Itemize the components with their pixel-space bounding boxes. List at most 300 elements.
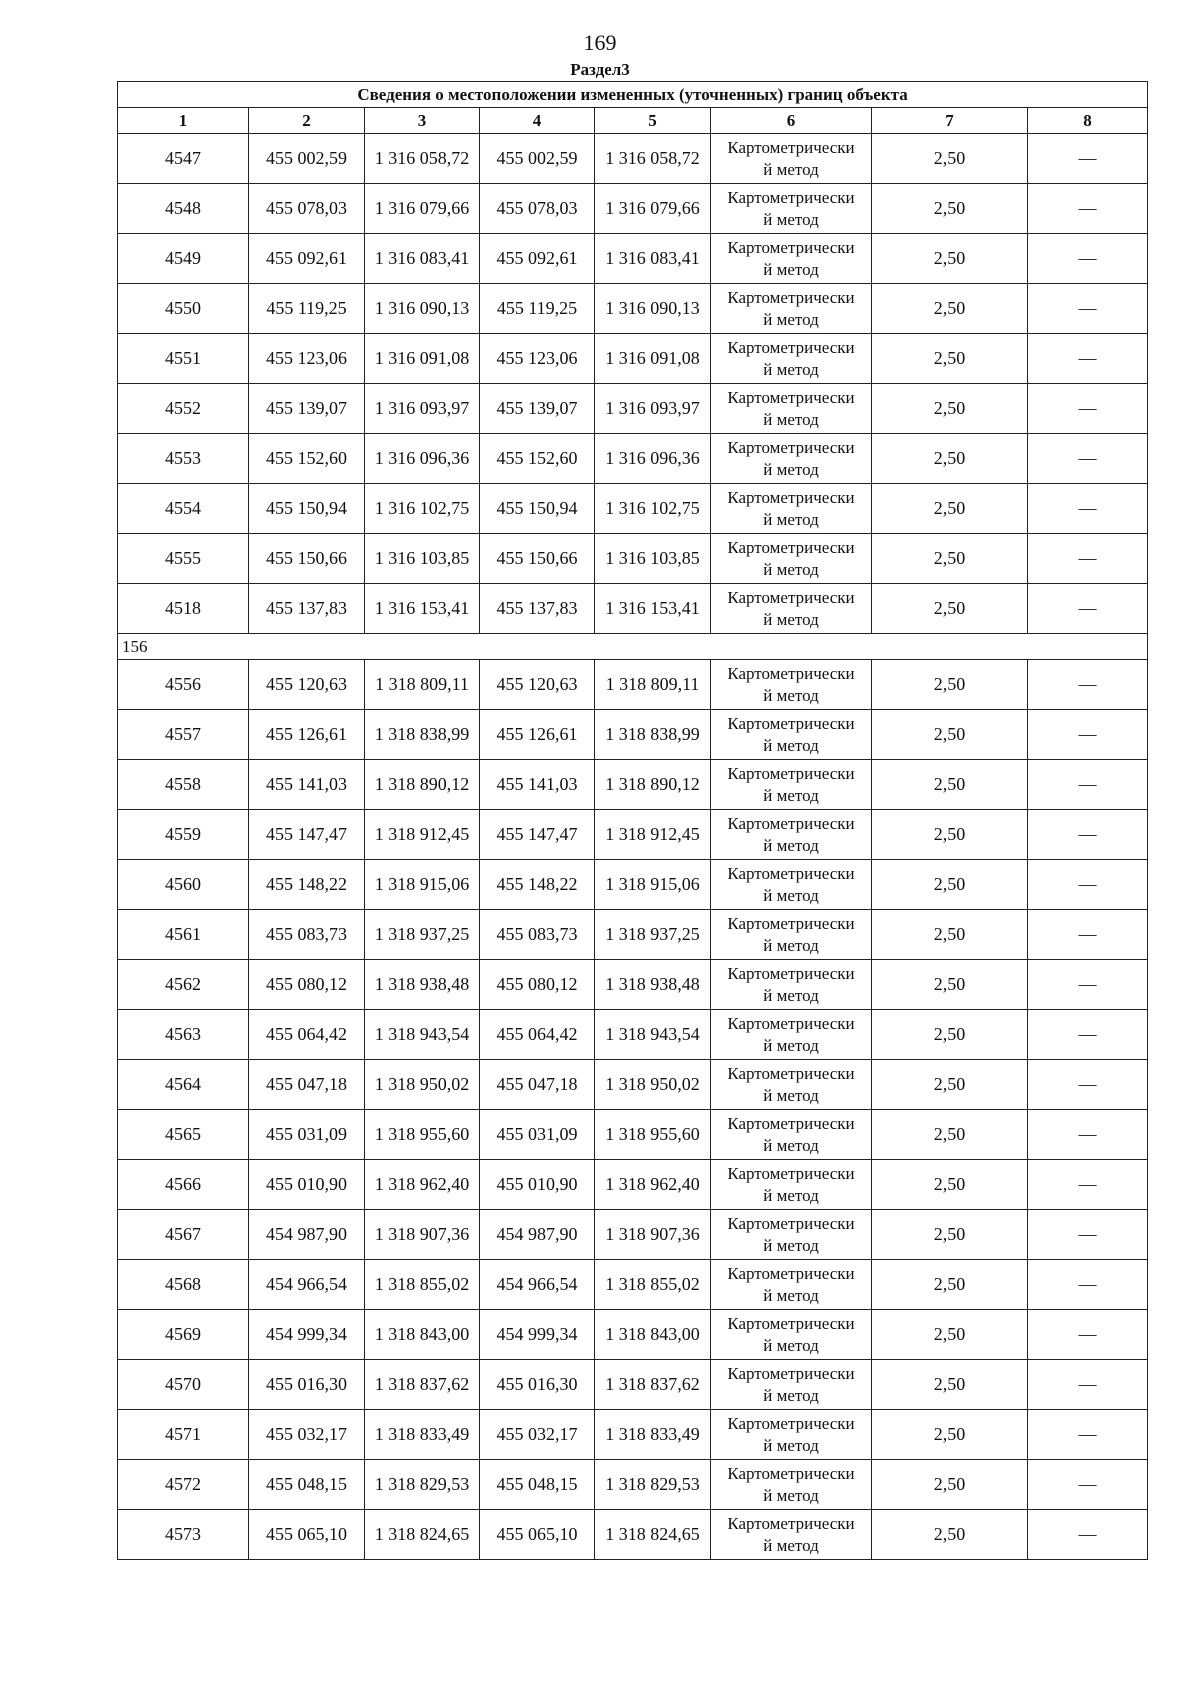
section-title: Раздел3: [570, 60, 630, 79]
method-cell: [711, 1460, 872, 1510]
method-cell: [711, 184, 872, 234]
table-cell-col3: 1 316 103,85: [365, 534, 480, 584]
method-cell: [711, 1010, 872, 1060]
table-cell-col4: 455 048,15: [480, 1460, 595, 1510]
table-cell-col5: 1 318 962,40: [595, 1160, 711, 1210]
table-row: [118, 810, 1148, 860]
table-cell-col8: —: [1028, 860, 1148, 910]
method-text-line1: Картометрически: [727, 1113, 855, 1133]
table-cell-col2: 455 120,63: [249, 660, 365, 710]
table-cell-col2: 454 966,54: [249, 1260, 365, 1310]
table-cell-col8: —: [1028, 284, 1148, 334]
method-cell: [711, 1310, 872, 1360]
method-text-line1: Картометрически: [727, 1013, 855, 1033]
table-title: Сведения о местоположении измененных (уточненных) границ объекта: [118, 82, 1148, 108]
table-cell-col1: 4553: [118, 434, 249, 484]
table-cell-col8: —: [1028, 1210, 1148, 1260]
table-cell-col4: 455 031,09: [480, 1110, 595, 1160]
table-cell-col4: 455 141,03: [480, 760, 595, 810]
table-cell-col8: —: [1028, 1510, 1148, 1560]
table-cell-col4: 455 083,73: [480, 910, 595, 960]
table-cell-col8: —: [1028, 134, 1148, 184]
method-cell: [711, 1410, 872, 1460]
table-cell-col5: 1 318 907,36: [595, 1210, 711, 1260]
table-cell-col2: 455 047,18: [249, 1060, 365, 1110]
table-cell-col4: 455 147,47: [480, 810, 595, 860]
table-cell-col8: —: [1028, 910, 1148, 960]
table-cell-col3: 1 318 833,49: [365, 1410, 480, 1460]
table-cell-col3: 1 318 824,65: [365, 1510, 480, 1560]
table-cell-col3: 1 316 102,75: [365, 484, 480, 534]
table-row: [118, 1260, 1148, 1310]
table-cell-col4: 455 092,61: [480, 234, 595, 284]
table-cell-col7: 2,50: [872, 1160, 1028, 1210]
method-text-line2: й метод: [763, 209, 819, 229]
table-cell-col1: 4564: [118, 1060, 249, 1110]
table-cell-col4: 455 120,63: [480, 660, 595, 710]
method-text-line2: й метод: [763, 1185, 819, 1205]
table-cell-col1: 4563: [118, 1010, 249, 1060]
table-cell-col4: 455 119,25: [480, 284, 595, 334]
method-text-line2: й метод: [763, 509, 819, 529]
method-cell: [711, 910, 872, 960]
table-cell-col2: 455 078,03: [249, 184, 365, 234]
method-text-line1: Картометрически: [727, 137, 855, 157]
table-cell-col8: —: [1028, 1110, 1148, 1160]
table-cell-col3: 1 318 829,53: [365, 1460, 480, 1510]
table-cell-col7: 2,50: [872, 584, 1028, 634]
table-cell-col2: 455 150,66: [249, 534, 365, 584]
table-cell-col4: 455 150,66: [480, 534, 595, 584]
table-cell-col1: 4551: [118, 334, 249, 384]
table-cell-col1: 4554: [118, 484, 249, 534]
method-text-line2: й метод: [763, 1135, 819, 1155]
table-row: [118, 1060, 1148, 1110]
table-cell-col7: 2,50: [872, 860, 1028, 910]
table-cell-col3: 1 318 912,45: [365, 810, 480, 860]
table-cell-col2: 455 152,60: [249, 434, 365, 484]
table-cell-col4: 455 016,30: [480, 1360, 595, 1410]
table-cell-col5: 1 316 153,41: [595, 584, 711, 634]
table-cell-col8: —: [1028, 1260, 1148, 1310]
method-text-line1: Картометрически: [727, 963, 855, 983]
table-cell-col2: 455 119,25: [249, 284, 365, 334]
method-text-line2: й метод: [763, 459, 819, 479]
table-cell-col3: 1 316 153,41: [365, 584, 480, 634]
method-text-line2: й метод: [763, 985, 819, 1005]
table-cell-col7: 2,50: [872, 1360, 1028, 1410]
method-cell: [711, 1510, 872, 1560]
table-cell-col8: —: [1028, 584, 1148, 634]
method-text-line2: й метод: [763, 785, 819, 805]
table-cell-col2: 455 016,30: [249, 1360, 365, 1410]
method-text-line1: Картометрически: [727, 287, 855, 307]
table-cell-col5: 1 316 091,08: [595, 334, 711, 384]
method-text-line2: й метод: [763, 1235, 819, 1255]
method-text-line2: й метод: [763, 309, 819, 329]
method-text-line1: Картометрически: [727, 1263, 855, 1283]
table-cell-col2: 455 092,61: [249, 234, 365, 284]
table-cell-col4: 455 139,07: [480, 384, 595, 434]
method-text-line1: Картометрически: [727, 1463, 855, 1483]
table-cell-col7: 2,50: [872, 334, 1028, 384]
table-cell-col7: 2,50: [872, 1510, 1028, 1560]
table-row: [118, 710, 1148, 760]
method-text-line1: Картометрически: [727, 537, 855, 557]
table-cell-col2: 455 065,10: [249, 1510, 365, 1560]
table-cell-col7: 2,50: [872, 1260, 1028, 1310]
method-cell: [711, 234, 872, 284]
method-text-line2: й метод: [763, 159, 819, 179]
method-text-line2: й метод: [763, 1485, 819, 1505]
table-cell-col8: —: [1028, 1160, 1148, 1210]
table-cell-col5: 1 318 829,53: [595, 1460, 711, 1510]
table-cell-col8: —: [1028, 334, 1148, 384]
table-cell-col3: 1 318 890,12: [365, 760, 480, 810]
table-cell-col7: 2,50: [872, 1110, 1028, 1160]
table-cell-col5: 1 318 833,49: [595, 1410, 711, 1460]
method-text-line1: Картометрически: [727, 1163, 855, 1183]
table-cell-col3: 1 318 837,62: [365, 1360, 480, 1410]
table-cell-col1: 4555: [118, 534, 249, 584]
table-cell-col5: 1 318 937,25: [595, 910, 711, 960]
table-row: [118, 334, 1148, 384]
table-cell-col4: 454 966,54: [480, 1260, 595, 1310]
table-cell-col2: 455 080,12: [249, 960, 365, 1010]
table-cell-col8: —: [1028, 960, 1148, 1010]
method-cell: [711, 584, 872, 634]
column-header: 4: [480, 108, 595, 134]
table-cell-col7: 2,50: [872, 710, 1028, 760]
table-cell-col4: 455 078,03: [480, 184, 595, 234]
method-cell: [711, 1060, 872, 1110]
table-row: [118, 910, 1148, 960]
method-text-line2: й метод: [763, 1385, 819, 1405]
table-row: [118, 1010, 1148, 1060]
table-cell-col3: 1 316 096,36: [365, 434, 480, 484]
table-cell-col4: 454 999,34: [480, 1310, 595, 1360]
table-cell-col3: 1 318 907,36: [365, 1210, 480, 1260]
table-cell-col1: 4561: [118, 910, 249, 960]
method-text-line2: й метод: [763, 1535, 819, 1555]
table-cell-col1: 4558: [118, 760, 249, 810]
table-cell-col7: 2,50: [872, 660, 1028, 710]
table-cell-col1: 4571: [118, 1410, 249, 1460]
table-cell-col1: 4566: [118, 1160, 249, 1210]
table-cell-col7: 2,50: [872, 1410, 1028, 1460]
method-cell: [711, 760, 872, 810]
coordinates-table: [117, 81, 1148, 1560]
table-row: [118, 1360, 1148, 1410]
method-cell: [711, 860, 872, 910]
table-cell-col8: —: [1028, 710, 1148, 760]
table-row: [118, 1510, 1148, 1560]
table-cell-col3: 1 316 093,97: [365, 384, 480, 434]
column-header-row: [118, 108, 1148, 134]
table-cell-col7: 2,50: [872, 484, 1028, 534]
method-text-line2: й метод: [763, 935, 819, 955]
method-text-line2: й метод: [763, 359, 819, 379]
table-cell-col4: 455 064,42: [480, 1010, 595, 1060]
table-cell-col3: 1 316 079,66: [365, 184, 480, 234]
table-cell-col2: 455 010,90: [249, 1160, 365, 1210]
table-cell-col3: 1 318 838,99: [365, 710, 480, 760]
method-cell: [711, 384, 872, 434]
table-cell-col1: 4557: [118, 710, 249, 760]
method-cell: [711, 960, 872, 1010]
table-cell-col8: —: [1028, 484, 1148, 534]
table-cell-col5: 1 318 912,45: [595, 810, 711, 860]
method-cell: [711, 1360, 872, 1410]
table-cell-col2: 455 137,83: [249, 584, 365, 634]
table-cell-col7: 2,50: [872, 760, 1028, 810]
table-cell-col4: 455 047,18: [480, 1060, 595, 1110]
table-cell-col1: 4547: [118, 134, 249, 184]
table-cell-col4: 455 152,60: [480, 434, 595, 484]
table-cell-col7: 2,50: [872, 1310, 1028, 1360]
method-cell: [711, 1110, 872, 1160]
table-row: [118, 1460, 1148, 1510]
method-text-line1: Картометрически: [727, 663, 855, 683]
table-cell-col5: 1 318 955,60: [595, 1110, 711, 1160]
method-text-line1: Картометрически: [727, 487, 855, 507]
table-cell-col7: 2,50: [872, 284, 1028, 334]
method-text-line1: Картометрически: [727, 713, 855, 733]
method-text-line2: й метод: [763, 409, 819, 429]
table-cell-col1: 4572: [118, 1460, 249, 1510]
table-cell-col1: 4567: [118, 1210, 249, 1260]
column-header: 6: [711, 108, 872, 134]
table-row: [118, 384, 1148, 434]
method-text-line1: Картометрически: [727, 813, 855, 833]
table-row: [118, 284, 1148, 334]
table-row: [118, 660, 1148, 710]
table-cell-col5: 1 318 943,54: [595, 1010, 711, 1060]
method-text-line1: Картометрически: [727, 187, 855, 207]
table-cell-col4: 455 123,06: [480, 334, 595, 384]
table-cell-col1: 4560: [118, 860, 249, 910]
table-row: [118, 760, 1148, 810]
table-cell-col3: 1 318 855,02: [365, 1260, 480, 1310]
method-cell: [711, 710, 872, 760]
method-text-line2: й метод: [763, 1435, 819, 1455]
table-cell-col1: 4552: [118, 384, 249, 434]
table-cell-col7: 2,50: [872, 810, 1028, 860]
column-header: 3: [365, 108, 480, 134]
table-cell-col3: 1 318 915,06: [365, 860, 480, 910]
table-row: [118, 584, 1148, 634]
method-cell: [711, 1160, 872, 1210]
method-text-line2: й метод: [763, 885, 819, 905]
table-row: [118, 234, 1148, 284]
table-cell-col2: 455 139,07: [249, 384, 365, 434]
page-number: 169: [583, 30, 617, 55]
method-cell: [711, 660, 872, 710]
method-text-line1: Картометрически: [727, 863, 855, 883]
table-row: [118, 1160, 1148, 1210]
table-cell-col1: 4559: [118, 810, 249, 860]
table-cell-col5: 1 316 103,85: [595, 534, 711, 584]
column-header: 1: [118, 108, 249, 134]
table-cell-col5: 1 316 102,75: [595, 484, 711, 534]
table-cell-col8: —: [1028, 1060, 1148, 1110]
table-cell-col8: —: [1028, 1360, 1148, 1410]
table-cell-col2: 455 150,94: [249, 484, 365, 534]
table-cell-col1: 4548: [118, 184, 249, 234]
method-cell: [711, 334, 872, 384]
method-text-line1: Картометрически: [727, 763, 855, 783]
table-row: [118, 134, 1148, 184]
table-cell-col8: —: [1028, 810, 1148, 860]
table-cell-col5: 1 316 093,97: [595, 384, 711, 434]
table-cell-col1: 4569: [118, 1310, 249, 1360]
table-cell-col1: 4549: [118, 234, 249, 284]
column-header: 8: [1028, 108, 1148, 134]
table-cell-col5: 1 316 079,66: [595, 184, 711, 234]
table-cell-col1: 4550: [118, 284, 249, 334]
table-cell-col7: 2,50: [872, 434, 1028, 484]
table-cell-col4: 455 126,61: [480, 710, 595, 760]
table-cell-col3: 1 318 962,40: [365, 1160, 480, 1210]
group-label: 156: [118, 634, 1148, 660]
table-cell-col7: 2,50: [872, 1210, 1028, 1260]
method-text-line2: й метод: [763, 1285, 819, 1305]
table-cell-col7: 2,50: [872, 1010, 1028, 1060]
method-text-line2: й метод: [763, 1035, 819, 1055]
method-text-line2: й метод: [763, 735, 819, 755]
table-cell-col5: 1 318 938,48: [595, 960, 711, 1010]
method-cell: [711, 284, 872, 334]
table-row: [118, 960, 1148, 1010]
table-cell-col4: 455 010,90: [480, 1160, 595, 1210]
table-cell-col1: 4565: [118, 1110, 249, 1160]
table-row: [118, 1110, 1148, 1160]
method-text-line1: Картометрически: [727, 587, 855, 607]
table-cell-col8: —: [1028, 1410, 1148, 1460]
method-cell: [711, 810, 872, 860]
method-text-line2: й метод: [763, 1085, 819, 1105]
table-cell-col8: —: [1028, 234, 1148, 284]
table-cell-col7: 2,50: [872, 534, 1028, 584]
method-text-line2: й метод: [763, 259, 819, 279]
table-cell-col2: 455 064,42: [249, 1010, 365, 1060]
method-text-line1: Картометрически: [727, 1413, 855, 1433]
table-cell-col4: 455 002,59: [480, 134, 595, 184]
table-cell-col4: 455 032,17: [480, 1410, 595, 1460]
group-label-row: [118, 634, 1148, 660]
method-text-line2: й метод: [763, 835, 819, 855]
method-text-line2: й метод: [763, 609, 819, 629]
method-cell: [711, 534, 872, 584]
table-cell-col1: 4568: [118, 1260, 249, 1310]
table-cell-col3: 1 318 943,54: [365, 1010, 480, 1060]
method-text-line1: Картометрически: [727, 387, 855, 407]
method-cell: [711, 484, 872, 534]
table-cell-col5: 1 316 058,72: [595, 134, 711, 184]
table-cell-col7: 2,50: [872, 184, 1028, 234]
table-cell-col7: 2,50: [872, 960, 1028, 1010]
table-cell-col4: 455 137,83: [480, 584, 595, 634]
table-cell-col8: —: [1028, 534, 1148, 584]
table-cell-col4: 455 080,12: [480, 960, 595, 1010]
table-cell-col4: 455 065,10: [480, 1510, 595, 1560]
table-cell-col5: 1 318 838,99: [595, 710, 711, 760]
method-text-line1: Картометрически: [727, 1213, 855, 1233]
table-cell-col1: 4556: [118, 660, 249, 710]
table-row: [118, 534, 1148, 584]
table-cell-col3: 1 318 843,00: [365, 1310, 480, 1360]
table-row: [118, 1210, 1148, 1260]
method-text-line1: Картометрически: [727, 337, 855, 357]
table-cell-col8: —: [1028, 184, 1148, 234]
table-cell-col2: 455 083,73: [249, 910, 365, 960]
method-text-line1: Картометрически: [727, 1513, 855, 1533]
method-text-line1: Картометрически: [727, 1363, 855, 1383]
table-body: [118, 134, 1148, 1560]
table-cell-col3: 1 318 937,25: [365, 910, 480, 960]
table-cell-col5: 1 318 824,65: [595, 1510, 711, 1560]
table-cell-col2: 455 141,03: [249, 760, 365, 810]
table-cell-col5: 1 318 950,02: [595, 1060, 711, 1110]
method-cell: [711, 134, 872, 184]
method-text-line2: й метод: [763, 685, 819, 705]
table-cell-col7: 2,50: [872, 384, 1028, 434]
table-cell-col3: 1 316 090,13: [365, 284, 480, 334]
table-row: [118, 860, 1148, 910]
table-row: [118, 1310, 1148, 1360]
table-cell-col5: 1 318 809,11: [595, 660, 711, 710]
column-header: 5: [595, 108, 711, 134]
method-text-line1: Картометрически: [727, 437, 855, 457]
table-cell-col1: 4570: [118, 1360, 249, 1410]
table-cell-col7: 2,50: [872, 1060, 1028, 1110]
table-cell-col8: —: [1028, 434, 1148, 484]
method-text-line2: й метод: [763, 1335, 819, 1355]
method-text-line2: й метод: [763, 559, 819, 579]
table-cell-col2: 455 123,06: [249, 334, 365, 384]
table-cell-col7: 2,50: [872, 134, 1028, 184]
table-cell-col2: 455 147,47: [249, 810, 365, 860]
table-row: [118, 184, 1148, 234]
table-cell-col2: 454 987,90: [249, 1210, 365, 1260]
table-cell-col3: 1 316 058,72: [365, 134, 480, 184]
table-cell-col7: 2,50: [872, 234, 1028, 284]
table-cell-col7: 2,50: [872, 1460, 1028, 1510]
table-cell-col4: 455 148,22: [480, 860, 595, 910]
table-row: [118, 434, 1148, 484]
table-cell-col3: 1 316 083,41: [365, 234, 480, 284]
method-text-line1: Картометрически: [727, 237, 855, 257]
table-cell-col4: 454 987,90: [480, 1210, 595, 1260]
method-text-line1: Картометрически: [727, 1063, 855, 1083]
table-cell-col4: 455 150,94: [480, 484, 595, 534]
table-cell-col2: 455 126,61: [249, 710, 365, 760]
method-text-line1: Картометрически: [727, 1313, 855, 1333]
table-cell-col2: 455 031,09: [249, 1110, 365, 1160]
table-cell-col2: 455 032,17: [249, 1410, 365, 1460]
table-cell-col8: —: [1028, 660, 1148, 710]
table-cell-col3: 1 318 950,02: [365, 1060, 480, 1110]
table-cell-col8: —: [1028, 1460, 1148, 1510]
table-cell-col5: 1 316 090,13: [595, 284, 711, 334]
method-cell: [711, 1210, 872, 1260]
table-cell-col2: 454 999,34: [249, 1310, 365, 1360]
table-row: [118, 484, 1148, 534]
column-header: 7: [872, 108, 1028, 134]
table-cell-col5: 1 316 083,41: [595, 234, 711, 284]
method-cell: [711, 1260, 872, 1310]
table-cell-col2: 455 002,59: [249, 134, 365, 184]
